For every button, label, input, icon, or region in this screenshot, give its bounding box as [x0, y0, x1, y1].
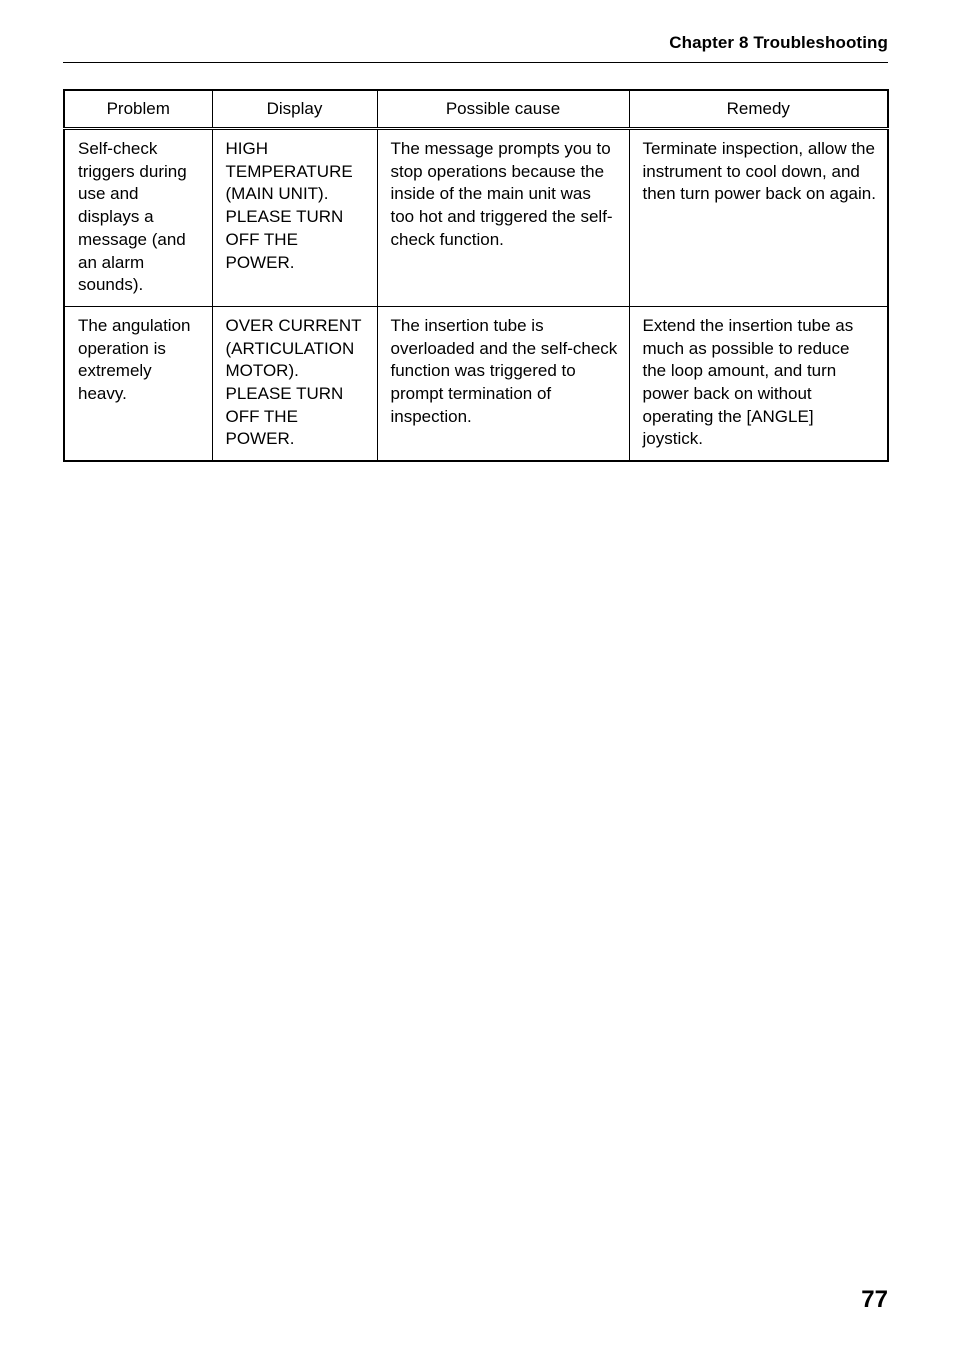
table-row [64, 129, 888, 307]
troubleshooting-table [63, 89, 889, 462]
chapter-header: Chapter 8 Troubleshooting [669, 33, 888, 52]
header-divider [63, 62, 888, 63]
column-header-display: Display [212, 90, 377, 129]
table-row [64, 306, 888, 461]
column-header-possible-cause: Possible cause [377, 90, 629, 129]
column-header-problem: Problem [64, 90, 212, 129]
table-header-row [64, 90, 888, 129]
cell-remedy: Extend the insertion tube as much as possible to reduce the loop amount, and turn power back on without operating the [ANGLE] joystick. [629, 306, 888, 461]
page-number: 77 [861, 1286, 888, 1313]
cell-remedy: Terminate inspection, allow the instrument to cool down, and then turn power back on again. [629, 129, 888, 307]
cell-problem: Self-check triggers during use and displays a message (and an alarm sounds). [64, 129, 212, 307]
cell-possible-cause: The insertion tube is overloaded and the self-check function was triggered to prompt termination of inspection. [377, 306, 629, 461]
cell-display: OVER CURRENT (ARTICULATION MOTOR). PLEASE TURN OFF THE POWER. [212, 306, 377, 461]
cell-possible-cause: The message prompts you to stop operations because the inside of the main unit was too hot and triggered the self-check function. [377, 129, 629, 307]
cell-problem: The angulation operation is extremely heavy. [78, 315, 191, 404]
cell-display: HIGH TEMPERATURE (MAIN UNIT). PLEASE TURN OFF THE POWER. [212, 129, 377, 307]
column-header-remedy: Remedy [629, 90, 888, 129]
